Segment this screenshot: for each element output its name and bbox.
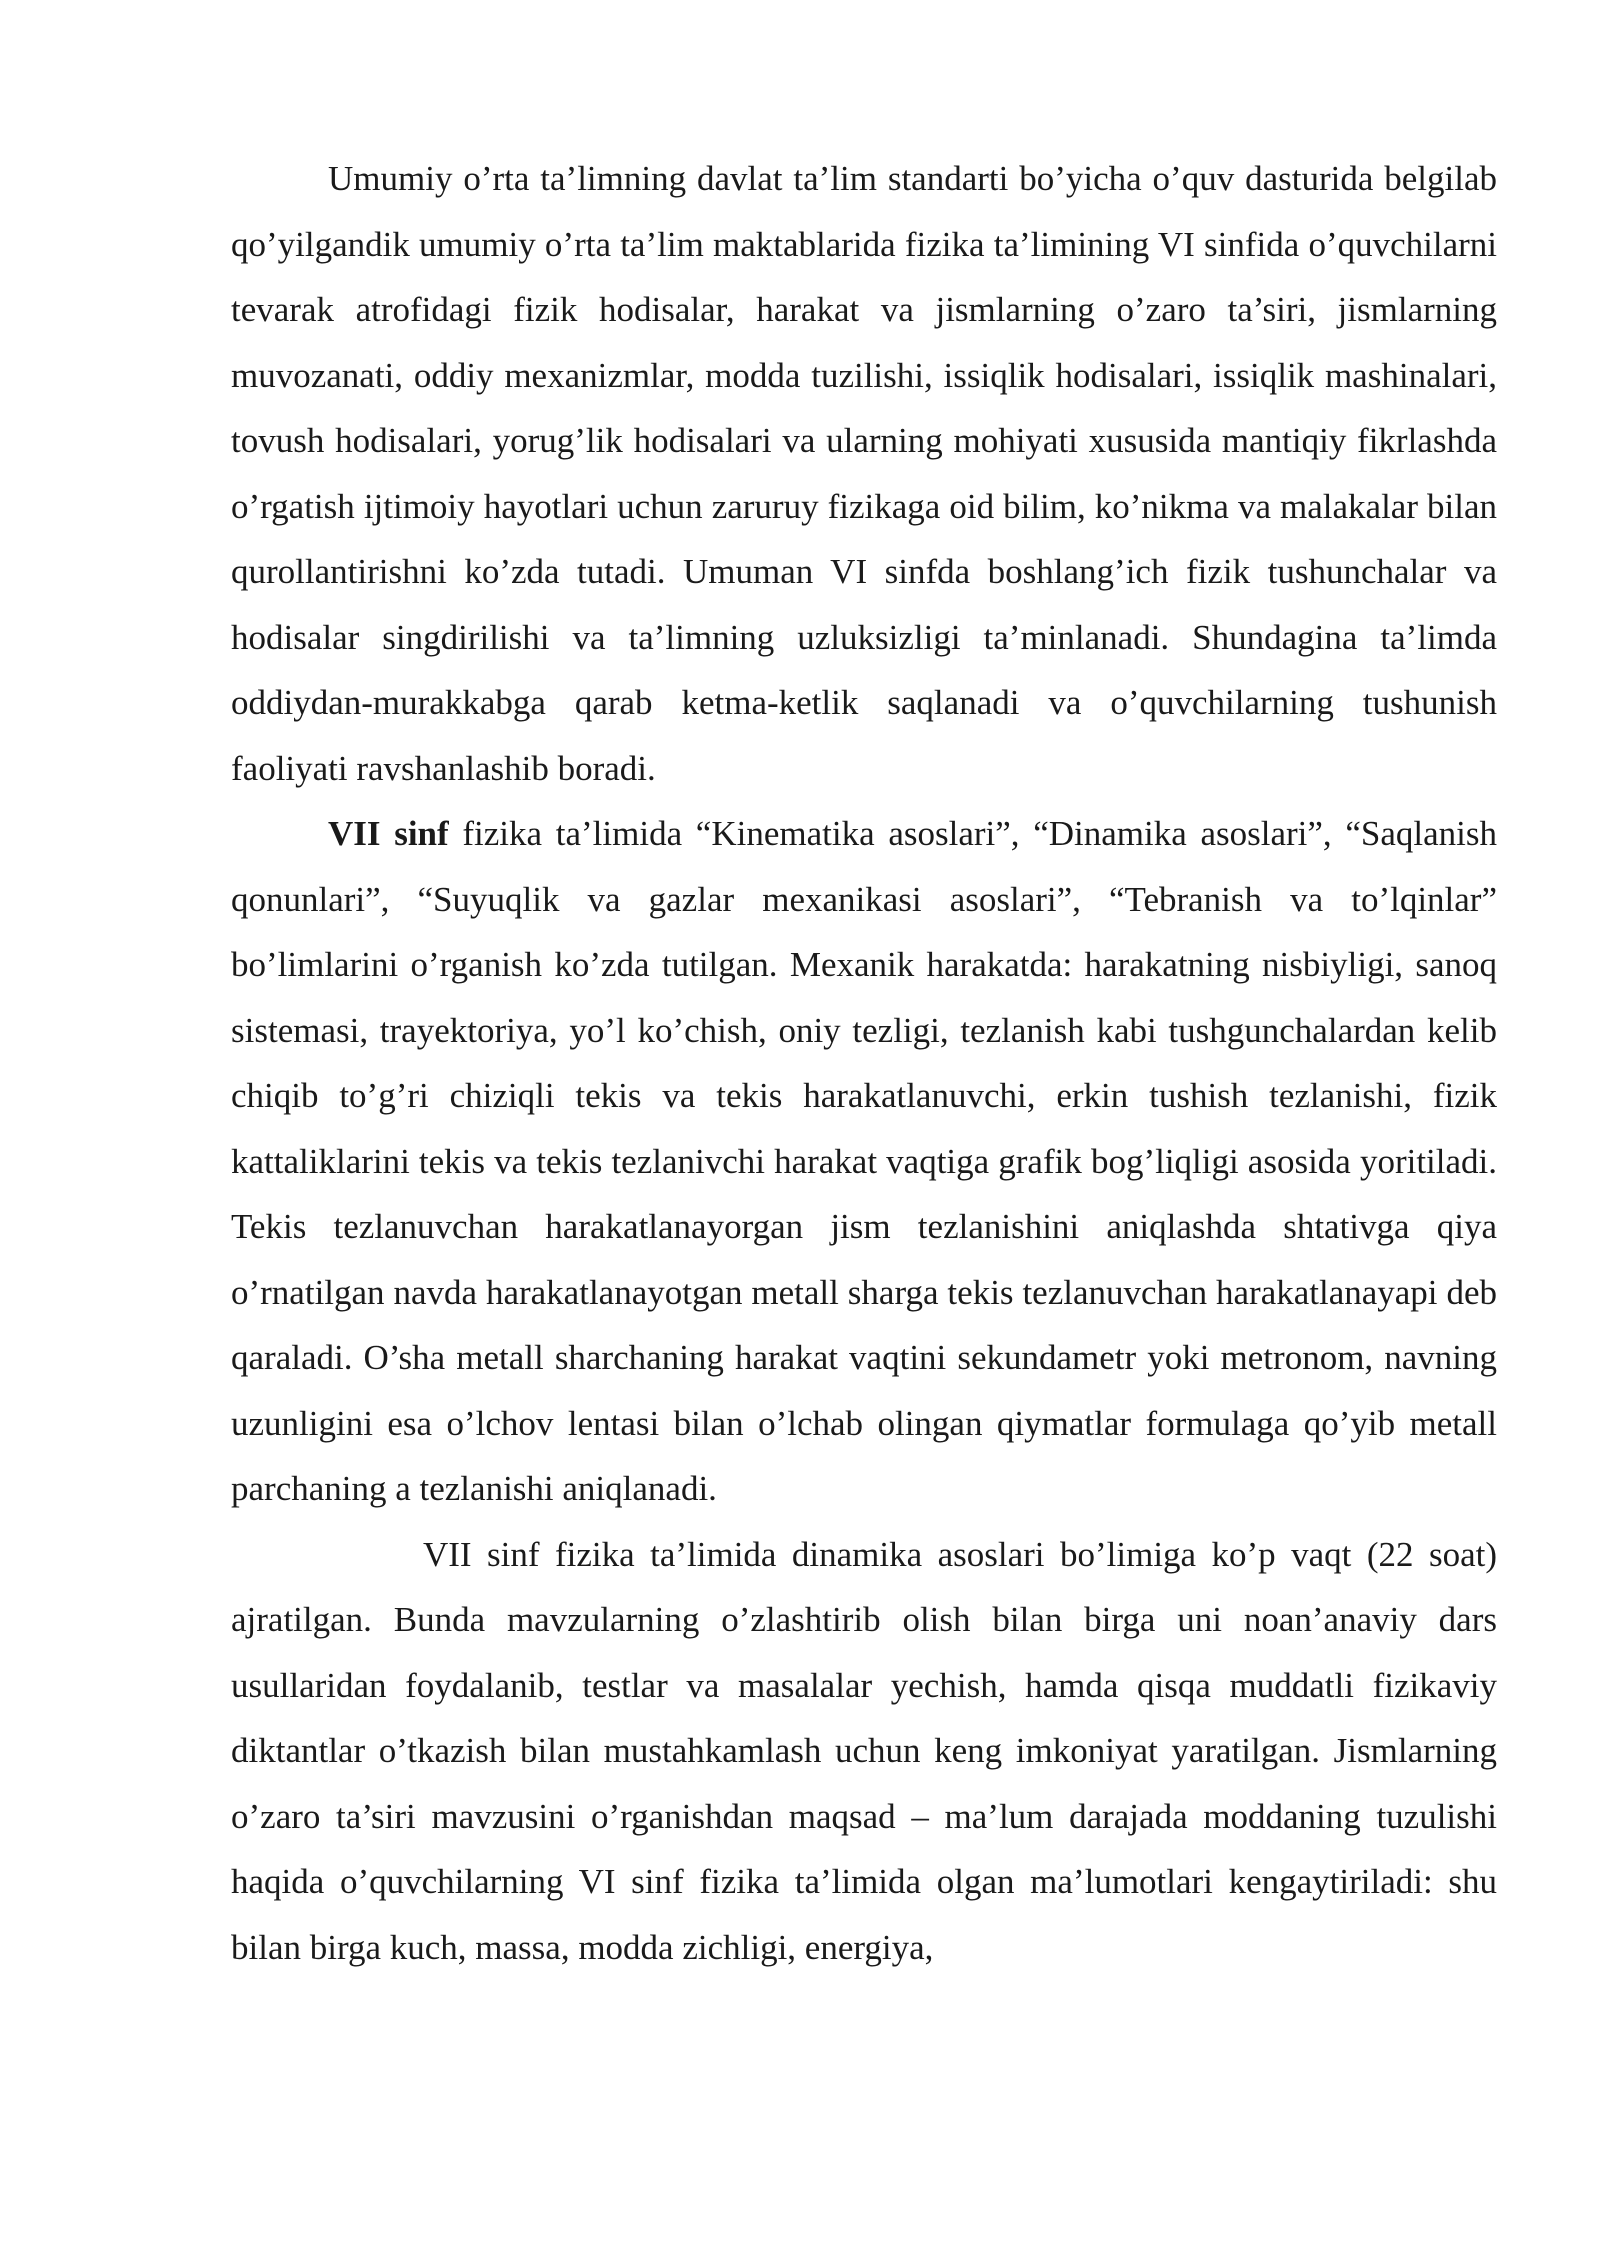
- paragraph-2-text: fizika ta’limida “Kinematika asoslari”, “Dinamika asoslari”, “Saqlanish qonunlari”, “Suyuqlik va gazlar mexanikasi asoslari”, “Tebranish va to’lqinlar” bo’limlarini o’rganish ko’zda tutilgan. Mexanik harakatda: harakatning nisbiyligi, sanoq sistemasi, trayektoriya, yo’l ko’chish, oniy tezligi, tezlanish kabi tushgunchalardan kelib chiqib to’g’ri chiziqli tekis va tekis harakatlanuvchi, erkin tushish tezlanishi, fizik kattaliklarini tekis va tekis tezlanivchi harakat vaqtiga grafik bog’liqligi asosida yoritiladi. Tekis tezlanuvchan harakatlanayorgan jism tezlanishini aniqlashda shtativga qiya o’rnatilgan navda harakatlanayotgan metall sharga tekis tezlanuvchan harakatlanayapi deb qaraladi. O’sha metall sharchaning harakat vaqtini sekundametr yoki metronom, navning uzunligini esa o’lchov lentasi bilan o’lchab olingan qiymatlar formulaga qo’yib metall parchaning a tezlanishi aniqlanadi.: [231, 814, 1497, 1508]
- paragraph-1: Umumiy o’rta ta’limning davlat ta’lim standarti bo’yicha o’quv dasturida belgilab qo’yilgandik umumiy o’rta ta’lim maktablarida fizika ta’limining VI sinfida o’quvchilarni tevarak atrofidagi fizik hodisalar, harakat va jismlarning o’zaro ta’siri, jismlarning muvozanati, oddiy mexanizmlar, modda tuzilishi, issiqlik hodisalari, issiqlik mashinalari, tovush hodisalari, yorug’lik hodisalari va ularning mohiyati xususida mantiqiy fikrlashda o’rgatish ijtimoiy hayotlari uchun zaruruy fizikaga oid bilim, ko’nikma va malakalar bilan qurollantirishni ko’zda tutadi. Umuman VI sinfda boshlang’ich fizik tushunchalar va hodisalar singdirilishi va ta’limning uzluksizligi ta’minlanadi. Shundagina ta’limda oddiydan-murakkabga qarab ketma-ketlik saqlanadi va o’quvchilarning tushunish faoliyati ravshanlashib boradi.: [231, 159, 1497, 788]
- paragraph-2: [231, 801, 1497, 1522]
- paragraph-3: VII sinf fizika ta’limida dinamika asoslari bo’limiga ko’p vaqt (22 soat) ajratilgan. Bunda mavzularning o’zlashtirib olish bilan birga uni noan’anaviy dars usullaridan foydalanib, testlar va masalalar yechish, hamda qisqa muddatli fizikaviy diktantlar o’tkazish bilan mustahkamlash uchun keng imkoniyat yaratilgan. Jismlarning o’zaro ta’siri mavzusini o’rganishdan maqsad – ma’lum darajada moddaning tuzulishi haqida o’quvchilarning VI sinf fizika ta’limida olgan ma’lumotlari kengaytiriladi: shu bilan birga kuch, massa, modda zichligi, energiya,: [231, 1534, 1497, 1967]
- paragraph-2-bold-lead: VII sinf: [328, 814, 449, 853]
- document-body: [231, 146, 1497, 1980]
